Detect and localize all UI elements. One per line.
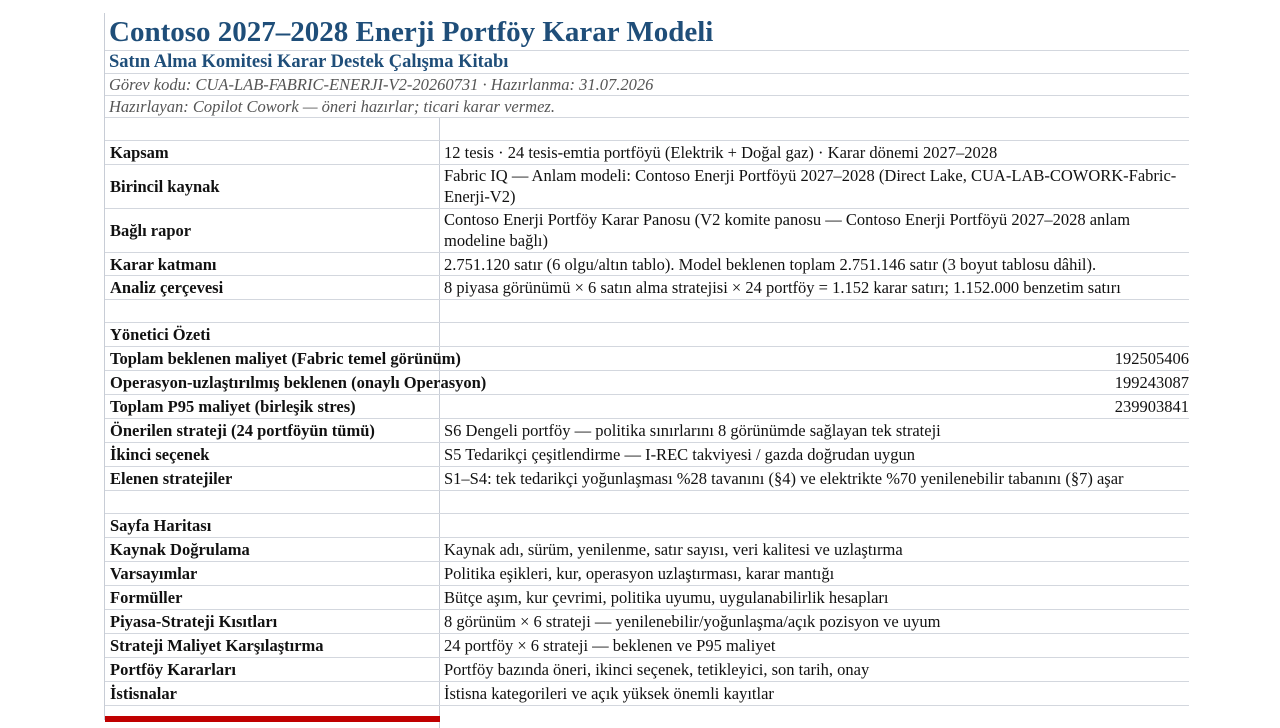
sitemap-label[interactable]: Piyasa-Strateji Kısıtları — [105, 610, 440, 633]
summary-value[interactable]: 239903841 — [1114, 397, 1189, 416]
info-label[interactable]: Bağlı rapor — [105, 209, 440, 252]
info-row-linked-report[interactable] — [105, 208, 1189, 252]
info-row-analysis-frame[interactable] — [105, 275, 1189, 299]
sitemap-row[interactable] — [105, 609, 1189, 633]
sitemap-row[interactable] — [105, 561, 1189, 585]
page-subtitle: Satın Alma Komitesi Karar Destek Çalışma Kitabı — [109, 52, 509, 72]
sitemap-row[interactable] — [105, 633, 1189, 657]
summary-row[interactable] — [105, 370, 1189, 394]
worksheet-grid[interactable] — [104, 13, 1189, 720]
cell[interactable] — [440, 323, 1189, 346]
task-code-row[interactable] — [105, 73, 1189, 95]
info-value[interactable]: 8 piyasa görünümü × 6 satın alma stratejisi × 24 portföy = 1.152 karar satırı; 1.152.000 benzetim satırı — [444, 278, 1121, 297]
cell[interactable] — [105, 300, 440, 322]
sitemap-value[interactable]: İstisna kategorileri ve açık yüksek önemli kayıtlar — [444, 684, 774, 703]
sitemap-value[interactable]: Bütçe aşım, kur çevrimi, politika uyumu, uygulanabilirlik hesapları — [444, 588, 889, 607]
sitemap-row[interactable] — [105, 585, 1189, 609]
summary-value[interactable]: 192505406 — [1114, 349, 1189, 368]
cell[interactable] — [105, 491, 440, 513]
info-label[interactable]: Analiz çerçevesi — [105, 276, 440, 299]
sitemap-label[interactable]: Strateji Maliyet Karşılaştırma — [105, 634, 440, 657]
author-row[interactable] — [105, 95, 1189, 117]
sitemap-value[interactable]: 8 görünüm × 6 strateji — yenilenebilir/yoğunlaşma/açık pozisyon ve uyum — [444, 612, 941, 631]
sitemap-label[interactable]: İstisnalar — [105, 682, 440, 705]
info-label[interactable]: Birincil kaynak — [105, 165, 440, 208]
info-row-scope[interactable] — [105, 140, 1189, 164]
sitemap-row[interactable] — [105, 681, 1189, 705]
sitemap-label[interactable]: Varsayımlar — [105, 562, 440, 585]
sitemap-label[interactable]: Kaynak Doğrulama — [105, 538, 440, 561]
task-code-text: Görev kodu: CUA-LAB-FABRIC-ENERJI-V2-20260731 · Hazırlanma: 31.07.2026 — [109, 75, 654, 94]
summary-label[interactable]: Önerilen strateji (24 portföyün tümü) — [105, 419, 440, 442]
info-row-decision-layer[interactable] — [105, 252, 1189, 275]
cell[interactable] — [105, 118, 440, 140]
info-row-primary-source[interactable] — [105, 164, 1189, 208]
title-row[interactable] — [105, 13, 1189, 50]
sitemap-heading-row[interactable] — [105, 513, 1189, 537]
summary-value[interactable]: 199243087 — [1114, 373, 1189, 392]
sitemap-row[interactable] — [105, 657, 1189, 681]
accent-bar — [105, 716, 440, 722]
sitemap-value[interactable]: Kaynak adı, sürüm, yenilenme, satır sayısı, veri kalitesi ve uzlaştırma — [444, 540, 903, 559]
summary-value[interactable]: S6 Dengeli portföy — politika sınırlarını 8 görünümde sağlayan tek strateji — [444, 421, 941, 440]
cell[interactable] — [440, 706, 1189, 728]
sitemap-label[interactable]: Portföy Kararları — [105, 658, 440, 681]
info-value[interactable]: 12 tesis · 24 tesis-emtia portföyü (Elektrik + Doğal gaz) · Karar dönemi 2027–2028 — [444, 143, 998, 162]
info-label[interactable]: Kapsam — [105, 141, 440, 164]
summary-row[interactable] — [105, 466, 1189, 490]
page-title: Contoso 2027–2028 Enerji Portföy Karar Modeli — [109, 16, 714, 48]
author-text: Hazırlayan: Copilot Cowork — öneri hazırlar; ticari karar vermez. — [109, 97, 555, 116]
info-label[interactable]: Karar katmanı — [105, 253, 440, 275]
summary-row[interactable] — [105, 442, 1189, 466]
summary-row[interactable] — [105, 394, 1189, 418]
summary-value[interactable]: S1–S4: tek tedarikçi yoğunlaşması %28 tavanını (§4) ve elektrikte %70 yenilenebilir tabanını (§7) aşar — [444, 469, 1124, 488]
section-heading[interactable]: Sayfa Haritası — [105, 514, 440, 537]
cell[interactable] — [440, 300, 1189, 322]
info-value[interactable]: Fabric IQ — Anlam modeli: Contoso Enerji Portföyü 2027–2028 (Direct Lake, CUA-LAB-COWORK-Fabric-Enerji-V2) — [444, 166, 1177, 206]
sitemap-value[interactable]: Politika eşikleri, kur, operasyon uzlaştırması, karar mantığı — [444, 564, 835, 583]
summary-label[interactable]: Operasyon-uzlaştırılmış beklenen (onaylı Operasyon) — [105, 371, 440, 394]
summary-label[interactable]: İkinci seçenek — [105, 443, 440, 466]
sitemap-value[interactable]: Portföy bazında öneri, ikinci seçenek, tetikleyici, son tarih, onay — [444, 660, 870, 679]
subtitle-row[interactable] — [105, 50, 1189, 73]
section-heading[interactable]: Yönetici Özeti — [105, 323, 440, 346]
summary-heading-row[interactable] — [105, 322, 1189, 346]
sitemap-label[interactable]: Formüller — [105, 586, 440, 609]
summary-label[interactable]: Toplam beklenen maliyet (Fabric temel görünüm) — [105, 347, 440, 370]
info-value[interactable]: Contoso Enerji Portföy Karar Panosu (V2 komite panosu — Contoso Enerji Portföyü 2027–2028 anlam modeline bağlı) — [444, 210, 1131, 250]
empty-row[interactable] — [105, 490, 1189, 513]
summary-value[interactable]: S5 Tedarikçi çeşitlendirme — I-REC takviyesi / gazda doğrudan uygun — [444, 445, 915, 464]
summary-label[interactable]: Toplam P95 maliyet (birleşik stres) — [105, 395, 440, 418]
cell[interactable] — [440, 118, 1189, 140]
info-value[interactable]: 2.751.120 satır (6 olgu/altın tablo). Model beklenen toplam 2.751.146 satır (3 boyut tablosu dâhil). — [444, 255, 1097, 274]
empty-row[interactable] — [105, 299, 1189, 322]
summary-row[interactable] — [105, 418, 1189, 442]
sitemap-value[interactable]: 24 portföy × 6 strateji — beklenen ve P95 maliyet — [444, 636, 776, 655]
cell[interactable] — [440, 514, 1189, 537]
sitemap-row[interactable] — [105, 537, 1189, 561]
cell[interactable] — [440, 491, 1189, 513]
summary-label[interactable]: Elenen stratejiler — [105, 467, 440, 490]
summary-row[interactable] — [105, 346, 1189, 370]
empty-row[interactable] — [105, 117, 1189, 140]
